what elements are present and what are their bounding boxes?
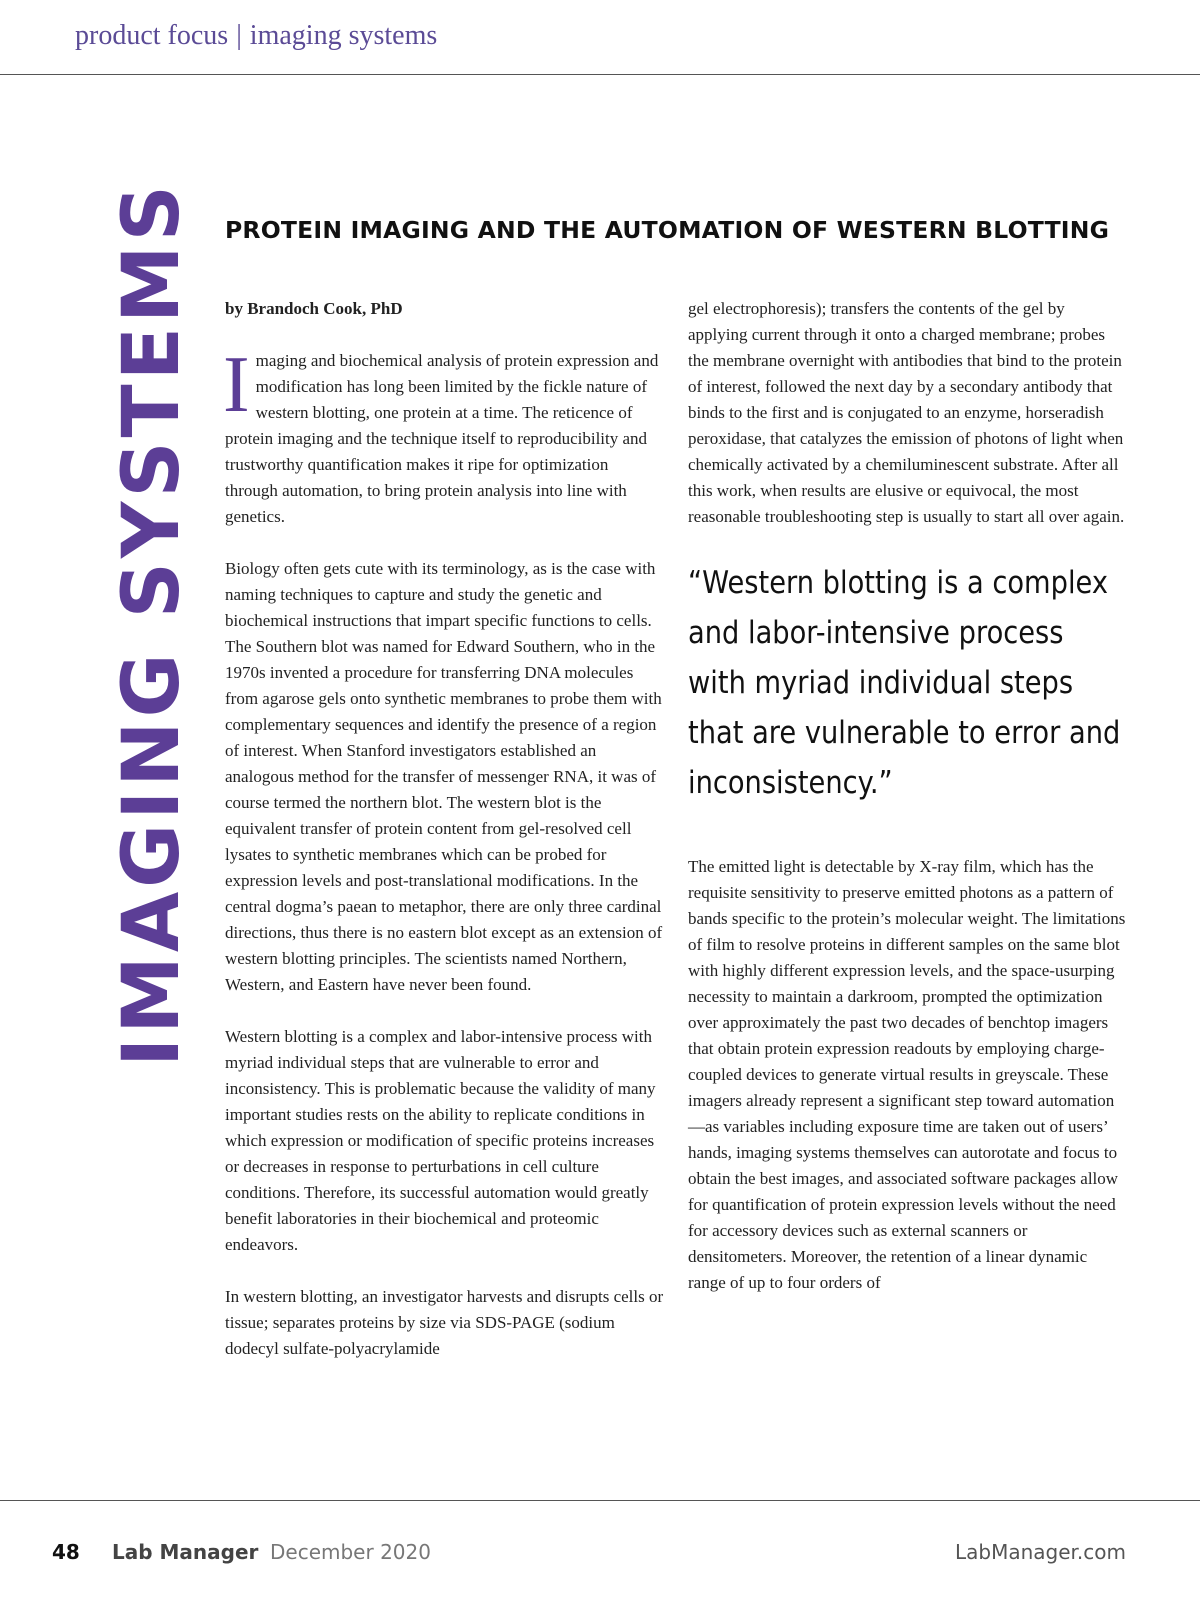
intro-text: maging and biochemical analysis of protein expression and modification has long been limited by the fickle nature of western blotting, one protein at a time. The reticence of protein imaging and the technique itself to reproducibility and trustworthy quantification makes it ripe for optimization through automation, to bring protein analysis into line with genetics.: [225, 351, 659, 526]
byline: by Brandoch Cook, PhD: [225, 299, 403, 318]
body-paragraph: Western blotting is a complex and labor-intensive process with myriad individual steps that are vulnerable to error and inconsistency. This is problematic because the validity of many important studies rests on the ability to replicate conditions in which expression or modification of specific proteins increases or decreases in response to perturbations in cell culture conditions. Therefore, its successful automation would greatly benefit laboratories in their biochemical and proteomic endeavors.: [225, 1027, 656, 1254]
drop-cap: I: [223, 341, 250, 429]
article-headline: PROTEIN IMAGING AND THE AUTOMATION OF WESTERN BLOTTING: [225, 215, 1110, 244]
vertical-section-title: IMAGING SYSTEMS: [107, 181, 197, 1067]
section-label: product focus: [75, 20, 229, 51]
footer-rule: [0, 1500, 1200, 1501]
intro-paragraph: [223, 341, 665, 530]
article-column-left: [225, 296, 665, 1388]
header-separator: |: [236, 20, 242, 51]
body-paragraph: In western blotting, an investigator harvests and disrupts cells or tissue; separates proteins by size via SDS-PAGE (sodium dodecyl sulfate-polyacrylamide: [225, 1287, 664, 1358]
body-paragraph: Biology often gets cute with its terminology, as is the case with naming techniques to capture and study the genetic and biochemical instructions that impart specific functions to cells. The Southern blot was named for Edward Southern, who in the 1970s invented a procedure for transferring DNA molecules from agarose gels onto synthetic membranes to probe them with complementary sequences and identify the presence of a region of interest. When Stanford investigators established an analogous method for the transfer of messenger RNA, it was of course termed the northern blot. The western blot is the equivalent transfer of protein content from gel-resolved cell lysates to synthetic membranes which can be probed for expression levels and post-translational modifications. In the central dogma’s paean to metaphor, there are only three cardinal directions, thus there is no eastern blot except as an extension of western blotting principles. The scientists named Northern, Western, and Eastern have never been found.: [225, 559, 663, 994]
header-rule: [0, 74, 1200, 75]
section-topic: imaging systems: [249, 20, 438, 51]
body-paragraph: The emitted light is detectable by X-ray film, which has the requisite sensitivity to preserve emitted photons as a pattern of bands specific to the protein’s molecular weight. The limitations of film to resolve proteins in different samples on the same blot with highly different expression levels, and the space-usurping necessity to maintain a darkroom, prompted the optimization over approximately the past two decades of benchtop imagers that obtain protein expression readouts by employing charge-coupled devices to generate virtual results in greyscale. These imagers already represent a significant step toward automation—as variables including exposure time are taken out of users’ hands, imaging systems themselves can autorotate and focus to obtain the best images, and associated software packages allow for quantification of protein expression levels without the need for accessory devices such as external scanners or densitometers. Moreover, the retention of a linear dynamic range of up to four orders of: [688, 857, 1126, 1292]
pull-quote: “Western blotting is a complex and labor-intensive process with myriad individual steps that are vulnerable to error and inconsistency.”: [688, 565, 1121, 801]
website-link[interactable]: LabManager.com: [955, 1540, 1126, 1564]
article-column-right: [688, 296, 1128, 1322]
page-number: 48: [52, 1540, 80, 1564]
section-header: [75, 20, 437, 52]
body-paragraph: gel electrophoresis); transfers the contents of the gel by applying current through it onto a charged membrane; probes the membrane overnight with antibodies that bind to the protein of interest, followed the next day by a secondary antibody that binds to the first and is conjugated to an enzyme, horseradish peroxidase, that catalyzes the emission of photons of light when chemically activated by a chemiluminescent substrate. After all this work, when results are elusive or equivocal, the most reasonable troubleshooting step is usually to start all over again.: [688, 299, 1125, 526]
issue-date: December 2020: [270, 1540, 431, 1564]
magazine-name: Lab Manager: [112, 1540, 259, 1564]
